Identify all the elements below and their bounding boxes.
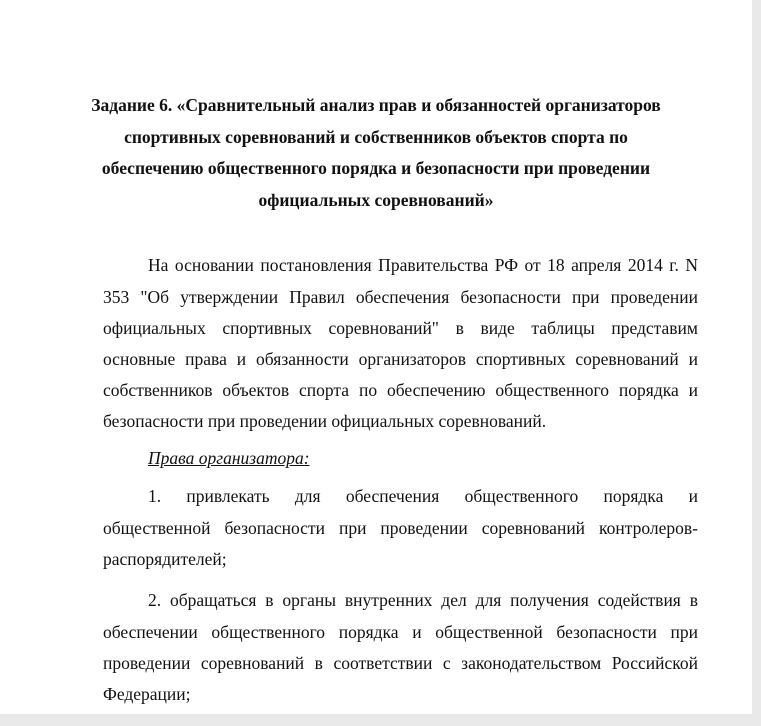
list-item-line: Федерации; [103,684,191,704]
list-item-line: проведении соревнований в соответствии с законодательством Российской [103,653,698,673]
title-line: обеспечению общественного порядка и безопасности при проведении [101,158,651,178]
list-item-line: общественной безопасности при проведении соревнований контролеров- [103,518,698,538]
intro-line: 353 "Об утверждении Правил обеспечения безопасности при проведении [103,287,698,307]
section-heading: Права организатора: [148,448,310,468]
list-item-line: распорядителей; [103,549,227,569]
title-line: Задание 6. «Сравнительный анализ прав и обязанностей организаторов [91,95,661,115]
list-item-line: обеспечении общественного порядка и общественной безопасности при [103,622,698,642]
intro-line: основные права и обязанности организаторов спортивных соревнований и [103,349,698,369]
title-line: спортивных соревнований и собственников объектов спорта по [124,127,628,147]
list-item-line: 1. привлекать для обеспечения общественного порядка и [148,486,698,506]
intro-line: На основании постановления Правительства РФ от 18 апреля 2014 г. N [148,255,698,275]
intro-line: безопасности при проведении официальных соревнований. [103,411,547,431]
intro-line: официальных спортивных соревнований" в виде таблицы представим [103,318,698,338]
list-item-line: 2. обращаться в органы внутренних дел для получения содействия в [148,590,698,610]
intro-line: собственников объектов спорта по обеспечению общественного порядка и [103,380,698,400]
title-line: официальных соревнований» [258,190,494,210]
